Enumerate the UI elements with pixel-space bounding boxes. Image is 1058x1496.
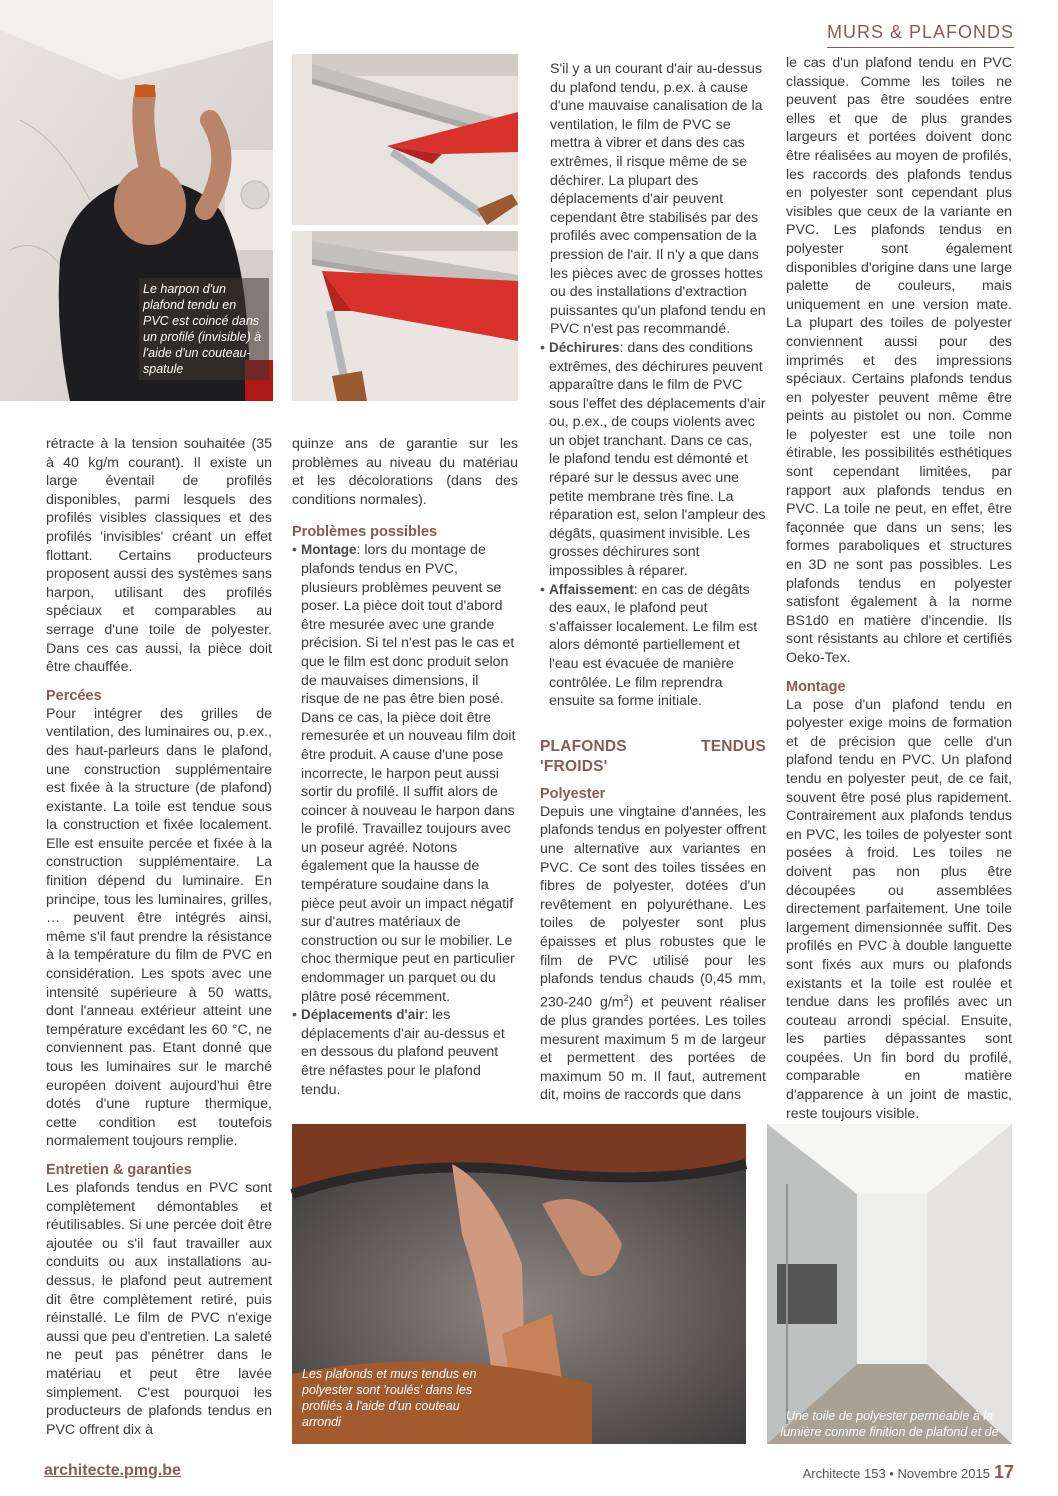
bullet-affaissement bbox=[540, 581, 766, 711]
column-1 bbox=[46, 435, 272, 1449]
paragraph: S'il y a un courant d'air au-dessus du plafond tendu, p.ex. à cause d'une mauvaise canalisation de la ventilation, le film de PVC se mettra à vibrer et dans des cas extrêmes, il risque même de se déchirer. La plupart des déplacements d'air peuvent cependant être stabilisés par des profilés avec compensation de la pression de l'air. Il n'y a que dans les pièces avec de grosses hottes ou des installations d'extraction puissantes qu'un plafond tendu en PVC n'est pas recommandé. bbox=[550, 61, 766, 338]
photo-interior-corridor bbox=[767, 1124, 1012, 1455]
heading-problemes: Problèmes possibles bbox=[292, 524, 438, 541]
photo-caption: Le harpon d'un plafond tendu en PVC est coincé dans un profilé (invisible) à l'aide d'un couteau-spatule bbox=[139, 278, 269, 380]
heading-entretien: Entretien & garanties bbox=[46, 1161, 192, 1178]
photo-worker-installing bbox=[0, 0, 273, 401]
text-part: ) et peuvent réaliser de plus grandes portées. Les toiles mesurent maximum 5 m de largeur et permettent des portées de maximum 50 m. Il faut, autrement dit, moins de raccords que dans bbox=[540, 994, 766, 1104]
footer-issue bbox=[803, 1462, 1014, 1483]
bullet-text: : les déplacements d'air au-dessus et en dessous du plafond peuvent être néfastes pour le plafond tendu. bbox=[301, 1007, 505, 1098]
bullet-deplacements bbox=[292, 1006, 518, 1099]
column-3 bbox=[540, 60, 766, 1115]
bullet-dechirures bbox=[540, 339, 766, 581]
bullet-text: : lors du montage de plafonds tendus en PVC, plusieurs problèmes peuvent se poser. La pièce doit tout d'abord être mesurée avec une grande précision. Si tel n'est pas le cas et que le film est donc produit selon de mauvaises dimensions, il risque de ne pas être bien posé. Dans ce cas, la pièce doit être remesurée et un nouveau film doit être produit. A cause d'une pose incorrecte, le harpon peut aussi sortir du profilé. Il suffit alors de coincer à nouveau le harpon dans le profilé. Travaillez toujours avec un poseur agréé. Notons également que la hausse de température soudaine dans la pièce peut avoir un impact négatif sur d'autres matériaux de construction ou sur le mobilier. Le choc thermique peut en particulier endommager un parquet ou du plâtre posé récemment. bbox=[301, 542, 516, 1005]
photo-rolling-polyester bbox=[292, 1124, 746, 1444]
paragraph: La pose d'un plafond tendu en polyester exige moins de formation et de précision que celle d'un plafond tendu en PVC. Un plafond tendu en polyester peut, de ce fait, souvent être posé plus rapidement. Contrairement aux plafonds tendus en PVC, les toiles de polyester sont posées à froid. Les toiles ne doivent pas non plus être découpées ou assemblées directement parfaitement. Une toile largement dimensionnée suffit. Des profilés en PVC à double languette sont fixés aux murs ou plafonds existants et la toile est roulée et tendue dans les profilés avec un couteau arrondi spécial. Ensuite, les parties dépassantes sont coupées. Un fin bord du profilé, comparable en matière d'apparence à un joint de mastic, reste toujours visible. bbox=[786, 696, 1012, 1122]
column-2 bbox=[292, 435, 518, 1099]
photo-profile-harpoon-1 bbox=[292, 54, 518, 225]
column-4 bbox=[786, 54, 1012, 1133]
profile-illustration bbox=[292, 231, 518, 401]
heading-montage: Montage bbox=[786, 678, 846, 695]
superscript: 2 bbox=[623, 992, 629, 1003]
bullet-montage bbox=[292, 541, 518, 1006]
bullet-text: : dans des conditions extrêmes, des déchirures peuvent apparaître dans le film de PVC sous l'effet des déplacements d'air ou, p.ex., de coups violents avec un objet tranchant. Dans ce cas, le plafond tendu est démonté et réparé sur le dessus avec une petite membrane très fine. La réparation est, selon l'ampleur des dégâts, quasiment invisible. Les grosses déchirures sont impossibles à réparer. bbox=[549, 339, 766, 580]
heading-polyester: Polyester bbox=[540, 785, 606, 802]
paragraph: Pour intégrer des grilles de ventilation, des luminaires ou, p.ex., des haut-parleurs dans le plafond, une construction supplémentaire est fixée à la structure (de plafond) existante. La toile est tendue sous la construction et fixée localement. Elle est ensuite percée et fixée à la construction supplémentaire. La finition dépend du luminaire. En principe, tous les luminaires, grilles, … peuvent être intégrés ainsi, même s'il faut prendre la résistance à la température du film de PVC en considération. Les spots avec une intensité supérieure à 50 watts, dont l'anneau extérieur atteint une température excédant les 60 °C, ne conviennent pas. Etant donné que tous les luminaires sur le marché européen doivent aujourd'hui être dotés d'une rupture thermique, cette condition est toutefois normalement toujours remplie. bbox=[46, 705, 272, 1150]
paragraph: le cas d'un plafond tendu en PVC classique. Comme les toiles ne peuvent pas être soudées entre elles et que de plus grandes largeurs et portées doivent donc être réalisées au moyen de profilés, les raccords des plafonds tendus en polyester sont cependant plus visibles que ceux de la variante en PVC. Les plafonds tendus en polyester sont également disponibles d'origine dans une large palette de couleurs, mais uniquement en une version mate. La plupart des toiles de polyester conviennent aussi pour des imprimés et des impressions spéciaux. Certains plafonds tendus en polyester peuvent même être peints au pistolet ou non. Comme le polyester est une toile non étirable, les possibilités esthétiques sont cependant limitées, par rapport aux plafonds tendus en PVC. La toile ne peut, en effet, être façonnée que dans un sens; les formes paraboliques et structures en 3D ne sont pas possibles. Les plafonds tendus en polyester satisfont également à la norme BS1d0 en matière d'incendie. Ils sont résistants au chlore et certifiés Oeko-Tex. bbox=[786, 55, 1012, 666]
text-part: Depuis une vingtaine d'années, les plafonds tendus en polyester offrent une alternative aux variantes en PVC. Ce sont des toiles tissées en fibres de polyester, dotées d'un revêtement en polyuréthane. Les toiles de polyester sont plus épaisses et plus robustes que le film de PVC utilisé pour les plafonds tendus chauds (0,45 mm, 230-240 g/m bbox=[540, 803, 766, 1011]
photo-caption: Une toile de polyester perméable à la lumière comme finition de plafond et de mur bbox=[780, 1409, 999, 1455]
photo-profile-harpoon-2 bbox=[292, 231, 518, 401]
paragraph: rétracte à la tension souhaitée (35 à 40 kg/m courant). Il existe un large éventail de profilés disponibles, parmi lesquels des profilés visibles classiques et des profilés 'invisibles' créant un effet flottant. Certains producteurs proposent aussi des systèmes sans harpon, utilisant des profilés spéciaux et comparables au serrage d'une toile de polyester. Dans ces cas aussi, la pièce doit être chauffée. bbox=[46, 436, 272, 676]
photo-caption: Les plafonds et murs tendus en polyester sont 'roulés' dans les profilés à l'aide d'un couteau arrondi bbox=[302, 1367, 477, 1429]
bullet-title: Affaissement bbox=[549, 581, 634, 597]
page-number: 17 bbox=[993, 1462, 1014, 1482]
interior-illustration bbox=[767, 1124, 1012, 1444]
profile-illustration bbox=[292, 54, 518, 225]
bullet-title: Montage bbox=[301, 542, 357, 558]
paragraph: Les plafonds tendus en PVC sont complètement démontables et réutilisables. Si une percée doit être ajoutée ou s'il faut travailler aux conduits ou aux installations au-dessus, le plafond peut autrement dit être complètement retiré, puis réinstallé. Le film de PVC n'exige aussi que peu d'entretien. La saleté ne peut pas pénétrer dans le matériau et peut être lavée simplement. C'est pourquoi les producteurs de plafonds tendus en PVC offrent dix à bbox=[46, 1179, 272, 1438]
paragraph bbox=[540, 803, 766, 1105]
bullet-text: : en cas de dégâts des eaux, le plafond peut s'affaisser localement. Le film est alors démonté partiellement et l'eau est évacuée de manière contrôlée. Le film reprendra ensuite sa forme initiale. bbox=[549, 581, 758, 710]
bullet-title: Déchirures bbox=[549, 339, 620, 355]
section-label: MURS & PLAFONDS bbox=[827, 22, 1014, 48]
heading-plafonds-froids: PLAFONDS TENDUS 'FROIDS' bbox=[540, 737, 766, 775]
issue-label: Architecte 153 • Novembre 2015 bbox=[802, 1466, 990, 1481]
paragraph: quinze ans de garantie sur les problèmes au niveau du matériau et les décolorations (dans des conditions normales). bbox=[292, 436, 518, 508]
bullet-title: Déplacements d'air bbox=[301, 1007, 425, 1023]
footer-site-link[interactable]: architecte.pmg.be bbox=[44, 1462, 181, 1479]
heading-percees: Percées bbox=[46, 687, 102, 704]
